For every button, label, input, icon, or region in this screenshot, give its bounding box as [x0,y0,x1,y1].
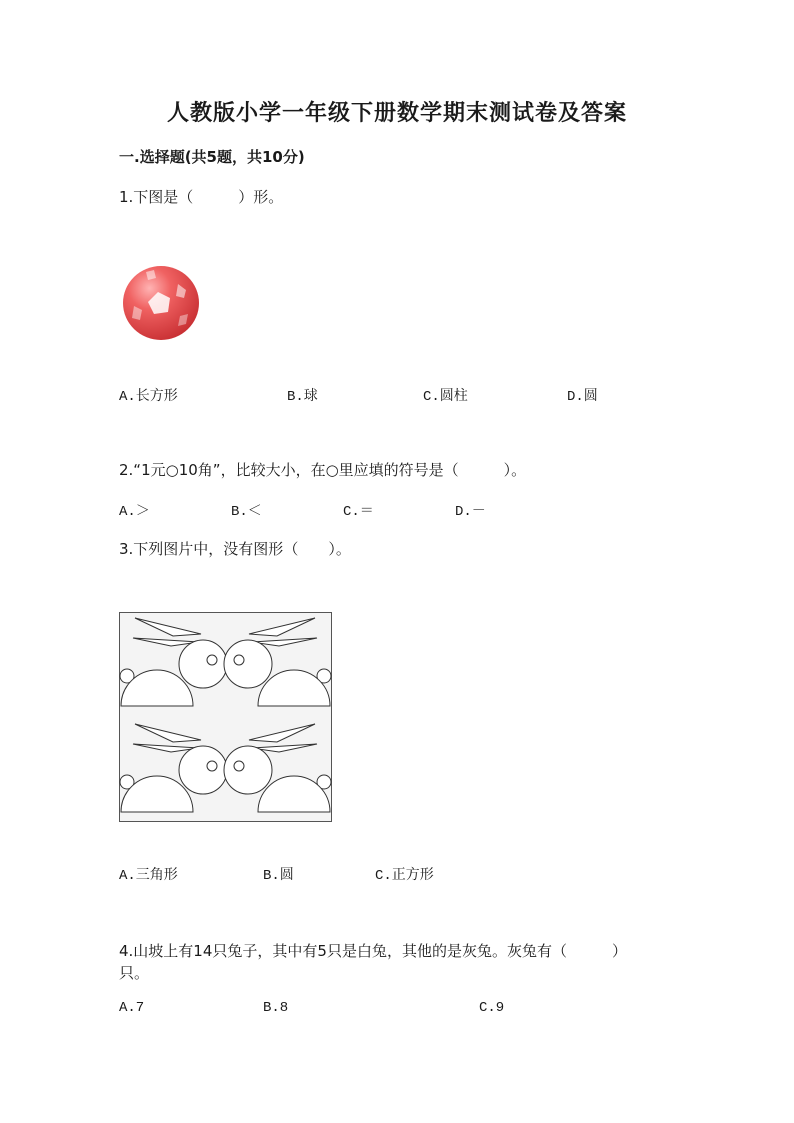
q3-option-c: C.正方形 [375,868,434,884]
rabbit-shapes-figure [119,612,332,822]
q4-option-a: A.7 [119,1000,145,1016]
q1-option-a: A.长方形 [119,389,178,405]
q2-option-b: B.＜ [231,504,262,520]
red-ball-image [120,262,202,344]
q2-option-a: A.＞ [119,504,150,520]
question-1-text: 1.下图是（ ）形。 [119,188,284,206]
q4-option-b: B.8 [263,1000,289,1016]
q3-option-a: A.三角形 [119,868,178,884]
section-heading: 一.选择题(共5题，共10分) [119,148,305,166]
document-title: 人教版小学一年级下册数学期末测试卷及答案 [166,100,627,126]
q2-option-d: D.－ [455,504,486,520]
q1-option-d: D.圆 [567,389,598,405]
q4-option-c: C.9 [479,1000,505,1016]
q3-option-b: B.圆 [263,868,294,884]
q1-option-b: B.球 [287,389,318,405]
q2-option-c: C.＝ [343,504,374,520]
q1-option-c: C.圆柱 [423,389,468,405]
question-4-text-line1: 4.山坡上有14只兔子，其中有5只是白兔，其他的是灰兔。灰兔有（ ） [119,942,627,960]
question-2-text: 2.“1元○10角”，比较大小，在○里应填的符号是（ ）。 [119,461,527,479]
question-4-text-line2: 只。 [119,964,150,982]
question-3-text: 3.下列图片中，没有图形（ ）。 [119,540,351,558]
